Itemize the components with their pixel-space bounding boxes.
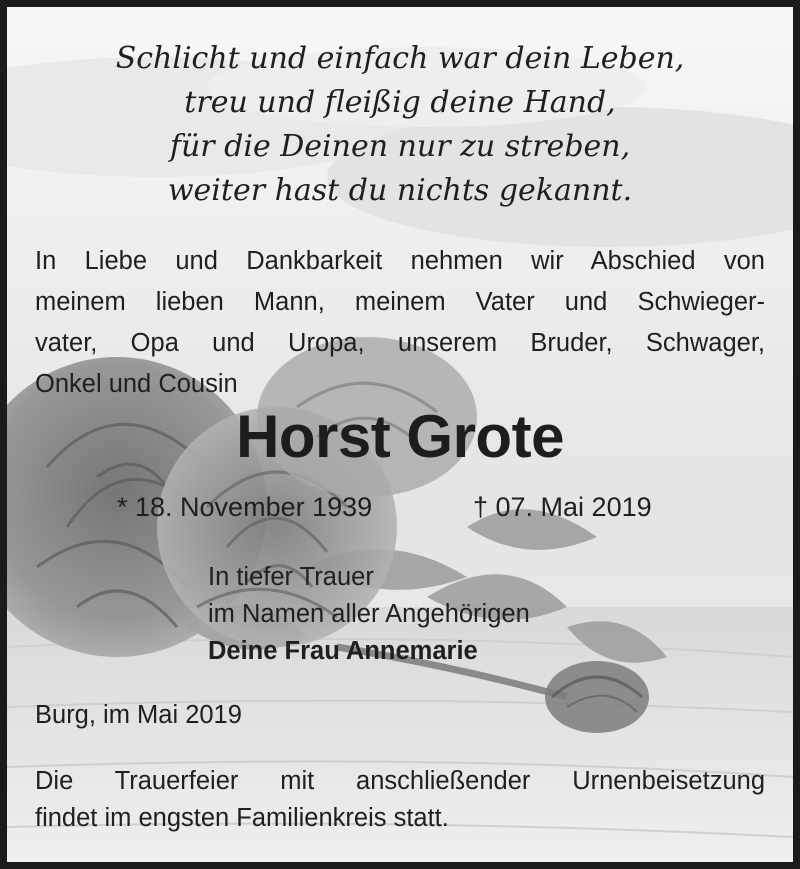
poem-line: treu und fleißig deine Hand, [184, 85, 616, 120]
farewell-paragraph [35, 241, 765, 405]
poem-line: für die Deinen nur zu streben, [169, 129, 631, 164]
poem-line: Schlicht und einfach war dein Leben, [115, 41, 685, 76]
farewell-line: vater, Opa und Uropa, unserem Bruder, Schwager, [35, 329, 765, 357]
place-and-date: Burg, im Mai 2019 [35, 701, 242, 729]
deceased-name: Horst Grote [236, 403, 564, 470]
memorial-poem [7, 37, 793, 213]
mourner-signature: Deine Frau Annemarie [208, 637, 478, 665]
mourning-line: im Namen aller Angehörigen [208, 600, 530, 628]
death-date: † 07. Mai 2019 [473, 492, 652, 522]
farewell-line: Onkel und Cousin [35, 370, 238, 398]
service-line: findet im engsten Familienkreis statt. [35, 804, 449, 832]
funeral-service-note [35, 763, 765, 837]
poem-line: weiter hast du nichts gekannt. [167, 173, 633, 208]
mourning-block [208, 559, 530, 670]
service-line: Die Trauerfeier mit anschließender Urnenbeisetzung [35, 767, 765, 795]
farewell-line: In Liebe und Dankbarkeit nehmen wir Abschied von [35, 247, 765, 275]
farewell-line: meinem lieben Mann, meinem Vater und Schwieger- [35, 288, 765, 316]
birth-date: * 18. November 1939 [117, 492, 373, 522]
mourning-line: In tiefer Trauer [208, 563, 374, 591]
